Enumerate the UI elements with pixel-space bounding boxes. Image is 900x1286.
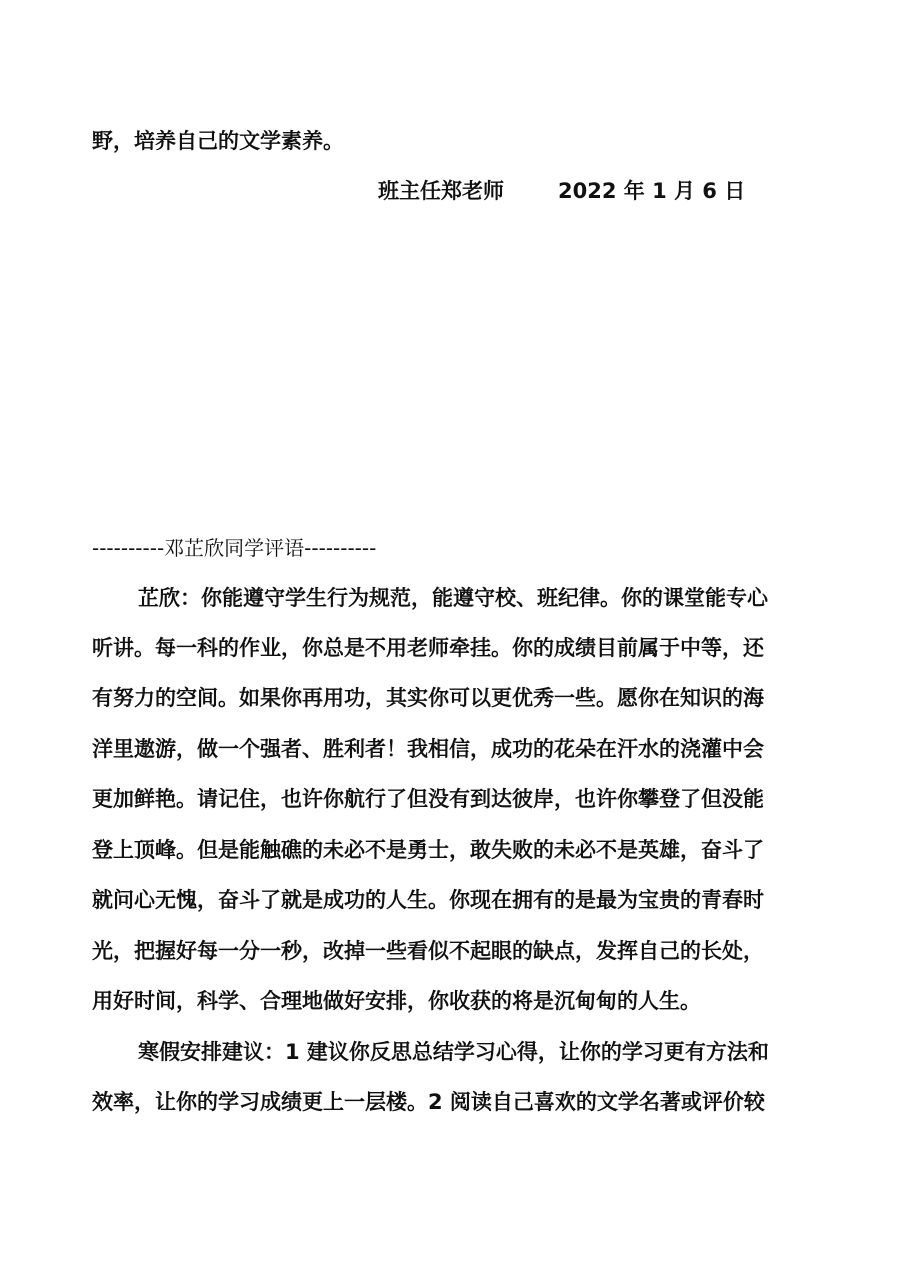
paragraph-line: 效率，让你的学习成绩更上一层楼。2 阅读自己喜欢的文学名著或评价较: [92, 1090, 765, 1114]
paragraph-line: 洋里遨游，做一个强者、胜利者！我相信，成功的花朵在汗水的浇灌中会: [92, 737, 764, 761]
paragraph-line: 寒假安排建议：1 建议你反思总结学习心得，让你的学习更有方法和: [138, 1040, 769, 1064]
paragraph-line: 就问心无愧，奋斗了就是成功的人生。你现在拥有的是最为宝贵的青春时: [92, 888, 764, 912]
paragraph-line: 更加鲜艳。请记住，也许你航行了但没有到达彼岸，也许你攀登了但没能: [92, 787, 764, 811]
signature-block: [378, 176, 745, 206]
previous-comment-closing-line: 野，培养自己的文学素养。: [92, 129, 344, 153]
paragraph-line: 登上顶峰。但是能触礁的未必不是勇士，敢失败的未必不是英雄，奋斗了: [92, 838, 764, 862]
paragraph-line: 有努力的空间。如果你再用功，其实你可以更优秀一些。愿你在知识的海: [92, 686, 764, 710]
signature-date: 2022 年 1 月 6 日: [558, 179, 746, 203]
teacher-signature: 班主任郑老师: [378, 179, 504, 203]
comment-heading: ----------邓芷欣同学评语----------: [92, 536, 377, 560]
paragraph-line: 用好时间，科学、合理地做好安排，你收获的将是沉甸甸的人生。: [92, 989, 701, 1013]
paragraph-line: 听讲。每一科的作业，你总是不用老师牵挂。你的成绩目前属于中等，还: [92, 636, 764, 660]
paragraph-line: 光，把握好每一分一秒，改掉一些看似不起眼的缺点，发挥自己的长处，: [92, 939, 764, 963]
paragraph-line: 芷欣：你能遵守学生行为规范，能遵守校、班纪律。你的课堂能专心: [138, 586, 768, 610]
